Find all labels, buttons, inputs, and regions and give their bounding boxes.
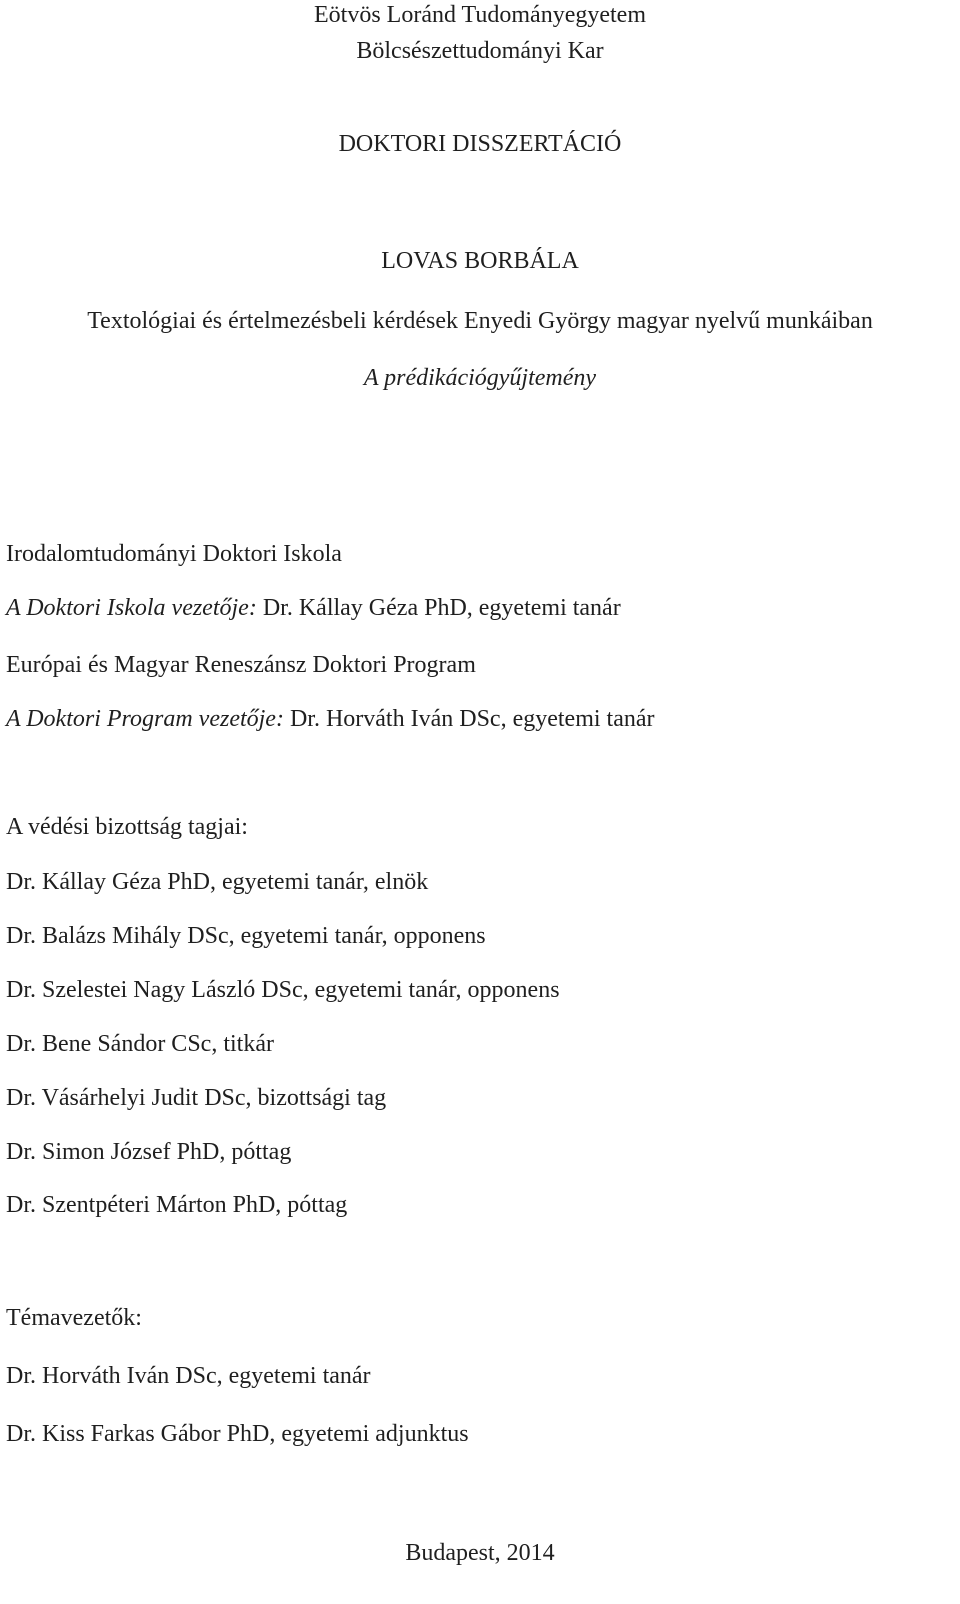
doctoral-school-head xyxy=(6,596,621,620)
faculty-name: Bölcsészettudományi Kar xyxy=(356,38,604,64)
committee-member: Dr. Kállay Géza PhD, egyetemi tanár, elnök xyxy=(6,869,429,895)
doctoral-school-head-value: Dr. Kállay Géza PhD, egyetemi tanár xyxy=(262,595,621,621)
program-head-label: A Doktori Program vezetője: xyxy=(6,706,284,732)
committee-member: Dr. Szentpéteri Márton PhD, póttag xyxy=(6,1192,348,1218)
committee-heading: A védési bizottság tagjai: xyxy=(6,814,248,840)
document-type: DOKTORI DISSZERTÁCIÓ xyxy=(338,131,622,157)
program-name: Európai és Magyar Reneszánsz Doktori Program xyxy=(6,652,476,678)
dissertation-title: Textológiai és értelmezésbeli kérdések Enyedi György magyar nyelvű munkáiban xyxy=(87,308,873,334)
supervisor: Dr. Horváth Iván DSc, egyetemi tanár xyxy=(6,1363,371,1389)
doctoral-school-head-label: A Doktori Iskola vezetője: xyxy=(6,595,257,621)
program-head xyxy=(6,707,655,731)
committee-member: Dr. Vásárhelyi Judit DSc, bizottsági tag xyxy=(6,1085,387,1111)
dissertation-subtitle: A prédikációgyűjtemény xyxy=(363,365,597,391)
committee-member: Dr. Bene Sándor CSc, titkár xyxy=(6,1031,274,1057)
committee-member: Dr. Balázs Mihály DSc, egyetemi tanár, opponens xyxy=(6,923,486,949)
committee-member: Dr. Szelestei Nagy László DSc, egyetemi tanár, opponens xyxy=(6,977,560,1003)
supervisor: Dr. Kiss Farkas Gábor PhD, egyetemi adjunktus xyxy=(6,1421,469,1447)
university-name: Eötvös Loránd Tudományegyetem xyxy=(314,2,646,28)
program-head-value: Dr. Horváth Iván DSc, egyetemi tanár xyxy=(289,706,655,732)
doctoral-school-name: Irodalomtudományi Doktori Iskola xyxy=(6,541,342,567)
committee-member: Dr. Simon József PhD, póttag xyxy=(6,1139,292,1165)
author-name: LOVAS BORBÁLA xyxy=(381,248,579,274)
place-and-year: Budapest, 2014 xyxy=(405,1540,555,1566)
supervisors-heading: Témavezetők: xyxy=(6,1305,142,1331)
